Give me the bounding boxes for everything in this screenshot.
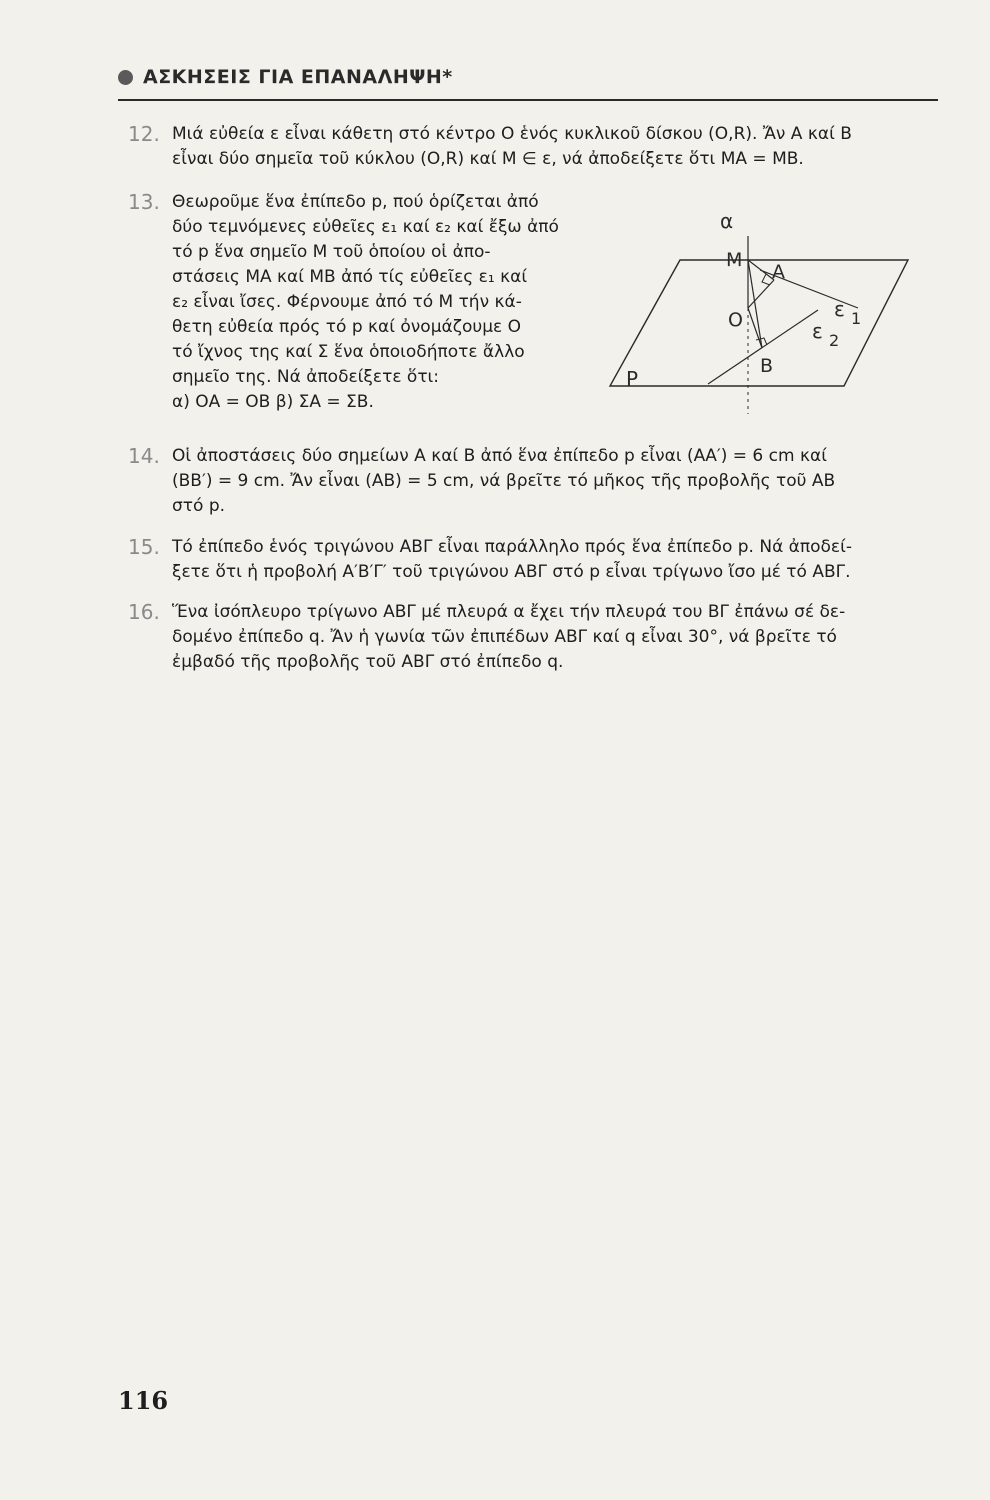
exercise-line: ἐμβαδό τῆς προβολῆς τοῦ ΑΒΓ στό ἐπίπεδο q. [172, 652, 564, 672]
exercise-number: 13. [128, 190, 160, 214]
exercise-15 [128, 535, 952, 585]
exercise-12 [128, 122, 952, 172]
exercise-line: στάσεις ΜΑ καί ΜΒ ἀπό τίς εὐθεῖες ε₁ καί [172, 267, 528, 287]
exercise-line: εἶναι δύο σημεῖα τοῦ κύκλου (O,R) καί Μ ∈ ε, νά ἀποδείξετε ὅτι ΜΑ = ΜΒ. [172, 149, 804, 169]
exercise-14 [128, 444, 952, 519]
exercise-number: 12. [128, 122, 160, 146]
exercise-number: 15. [128, 535, 160, 559]
segment-MA [748, 260, 774, 280]
label-e2-sub: 2 [829, 331, 840, 350]
exercise-line: Ἕνα ἰσόπλευρο τρίγωνο ΑΒΓ μέ πλευρά α ἔχει τήν πλευρά του ΒΓ ἐπάνω σέ δε- [172, 602, 846, 622]
section-title: ΑΣΚΗΣΕΙΣ ΓΙΑ ΕΠΑΝΑΛΗΨΗ* [143, 66, 453, 88]
exercise-line: σημεῖο της. Νά ἀποδείξετε ὅτι: [172, 367, 440, 387]
label-e1-sub: 1 [851, 309, 862, 328]
label-B: Β [760, 355, 774, 377]
label-M: Μ [726, 249, 743, 271]
label-e2: ε [812, 319, 823, 343]
segment-MB [748, 260, 762, 348]
label-alpha: α [720, 209, 734, 233]
exercise-line: ε₂ εἶναι ἴσες. Φέρνουμε ἀπό τό Μ τήν κά- [172, 292, 522, 312]
header-rule [118, 99, 938, 101]
exercise-16 [128, 600, 952, 675]
exercise-line: Τό ἐπίπεδο ἑνός τριγώνου ΑΒΓ εἶναι παράλληλο πρός ἕνα ἐπίπεδο p. Νά ἀποδεί- [172, 537, 852, 557]
exercise-line: τό ἴχνος της καί Σ ἕνα ὁποιοδήποτε ἄλλο [172, 342, 525, 362]
exercise-line: Θεωροῦμε ἕνα ἐπίπεδο p, πού ὁρίζεται ἀπό [172, 192, 539, 212]
exercise-line: Μιά εὐθεία ε εἶναι κάθετη στό κέντρο Ο ἑνός κυκλικοῦ δίσκου (O,R). Ἄν Α καί Β [172, 124, 852, 144]
bullet-icon [118, 70, 133, 85]
label-O: Ο [728, 309, 743, 331]
segment-OB [748, 308, 762, 348]
exercise-line: δύο τεμνόμενες εὐθεῖες ε₁ καί ε₂ καί ἔξω ἀπό [172, 217, 559, 237]
label-P: P [626, 367, 639, 391]
section-header [118, 66, 453, 88]
plane-parallelogram [610, 260, 908, 386]
bleed-through-text [130, 700, 950, 1240]
exercise-line: α) ΟΑ = ΟΒ β) ΣΑ = ΣΒ. [172, 392, 374, 412]
exercise-line: θετη εὐθεία πρός τό p καί ὀνομάζουμε Ο [172, 317, 521, 337]
exercise-line: Οἱ ἀποστάσεις δύο σημείων Α καί Β ἀπό ἕνα ἐπίπεδο p εἶναι (ΑΑ′) = 6 cm καί [172, 446, 827, 466]
exercise-line: (ΒΒ′) = 9 cm. Ἄν εἶναι (ΑΒ) = 5 cm, νά βρεῖτε τό μῆκος τῆς προβολῆς τοῦ ΑΒ [172, 471, 836, 491]
exercise-line: στό p. [172, 496, 226, 516]
exercise-line: δομένο ἐπίπεδο q. Ἄν ἡ γωνία τῶν ἐπιπέδων ΑΒΓ καί q εἶναι 30°, νά βρεῖτε τό [172, 627, 837, 647]
label-A: Α [772, 261, 785, 283]
exercise-number: 16. [128, 600, 160, 624]
label-e1: ε [834, 297, 845, 321]
page-number: 116 [118, 1386, 169, 1415]
exercise-line: ξετε ὅτι ἡ προβολή Α′Β′Γ′ τοῦ τριγώνου ΑΒΓ στό p εἶναι τρίγωνο ἴσο μέ τό ΑΒΓ. [172, 562, 851, 582]
exercise-line: τό p ἕνα σημεῖο Μ τοῦ ὁποίου οἱ ἀπο- [172, 242, 491, 262]
geometry-figure [596, 198, 926, 418]
exercise-13 [128, 190, 592, 415]
exercise-number: 14. [128, 444, 160, 468]
